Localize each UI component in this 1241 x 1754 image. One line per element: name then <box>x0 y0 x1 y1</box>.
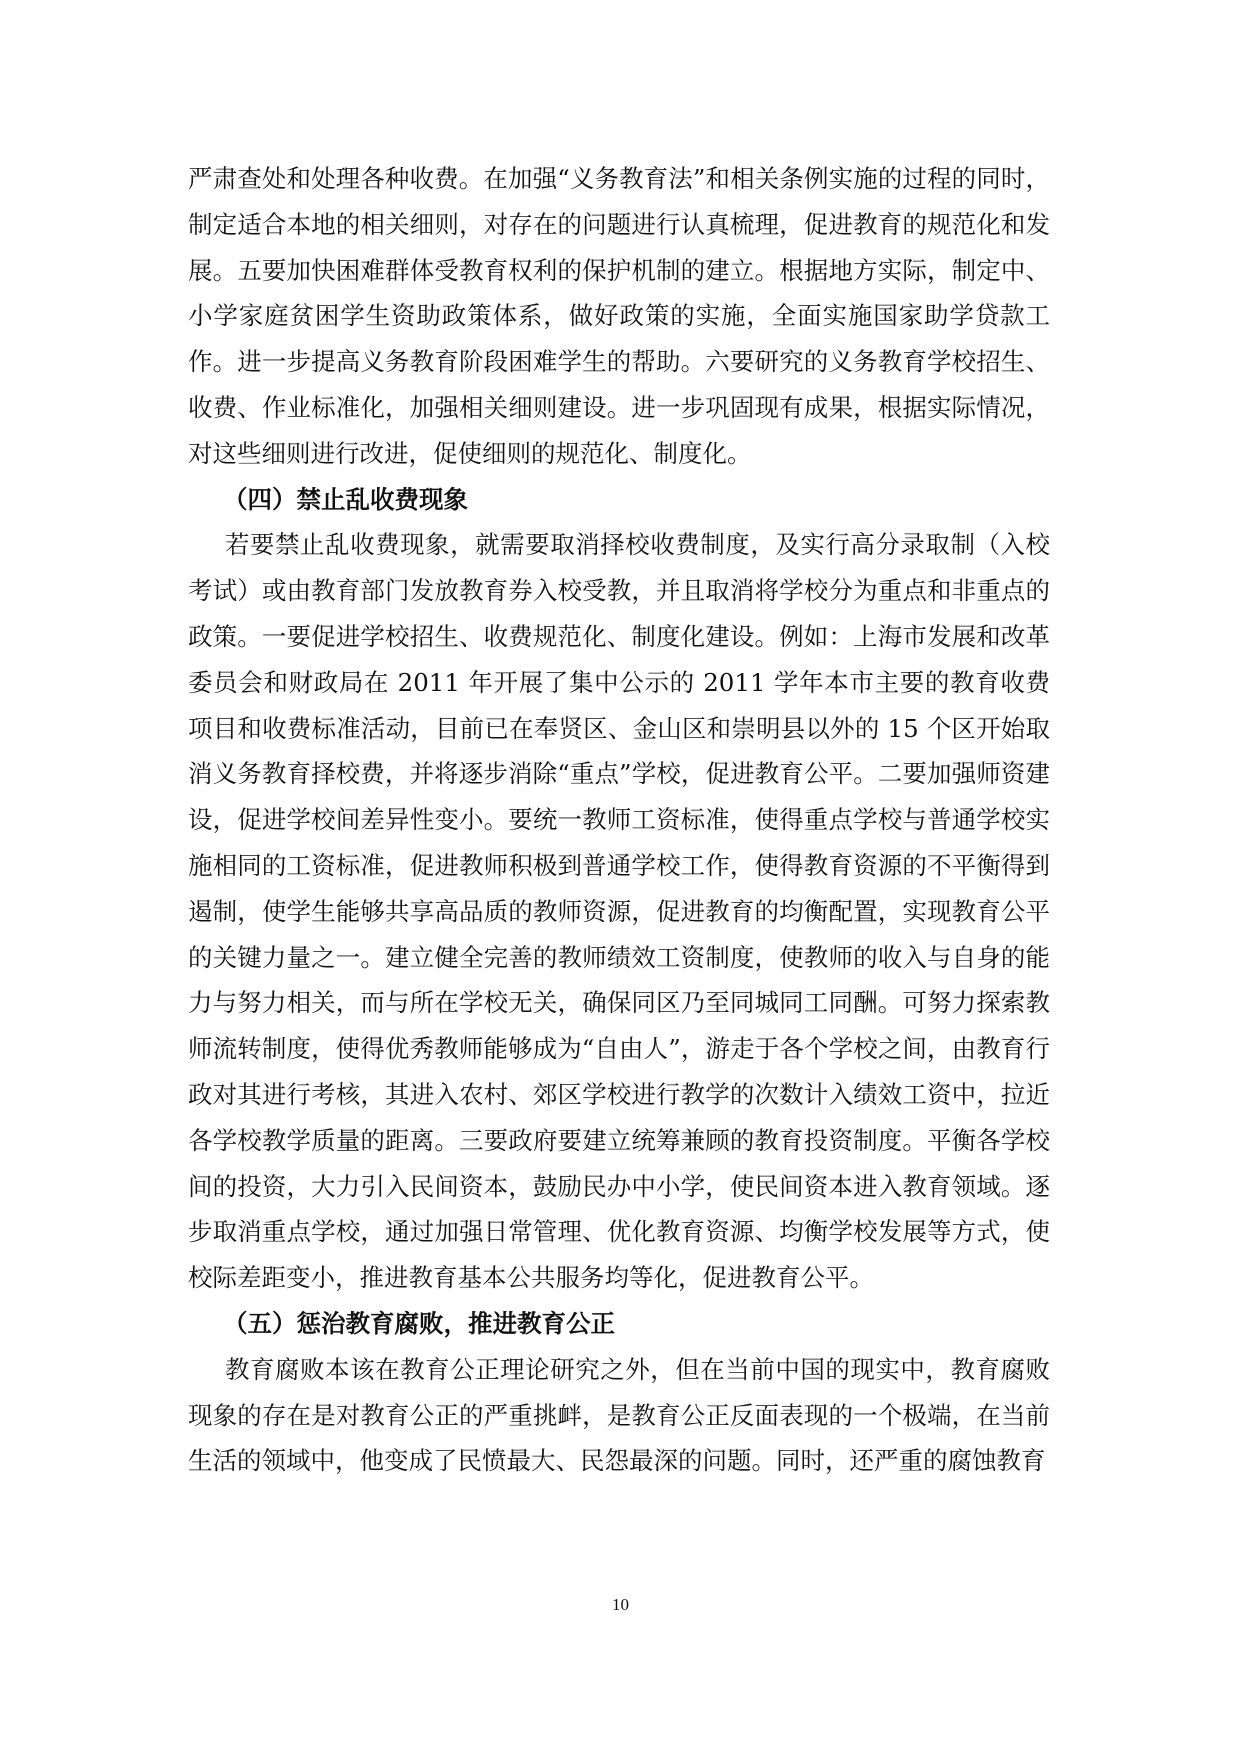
section-heading-5: （五）惩治教育腐败，推进教育公正 <box>223 1308 615 1338</box>
body-paragraph-continued: 严肃查处和处理各种收费。在加强“义务教育法”和相关条例实施的过程的同时，制定适合本地的相关细则，对存在的问题进行认真梳理，促进教育的规范化和发展。五要加快困难群体受教育权利的保护机制的建立。根据地方实际，制定中、小学家庭贫困学生资助政策体系，做好政策的实施，全面实施国家助学贷款工作。进一步提高义务教育阶段困难学生的帮助。六要研究的义务教育学校招生、收费、作业标准化，加强相关细则建设。进一步巩固现有成果，根据实际情况，对这些细则进行改进，促使细则的规范化、制度化。 <box>188 164 1050 468</box>
section-heading-4: （四）禁止乱收费现象 <box>223 484 468 514</box>
body-paragraph-corruption: 教育腐败本该在教育公正理论研究之外，但在当前中国的现实中，教育腐败现象的存在是对教育公正的严重挑衅，是教育公正反面表现的一个极端，在当前生活的领域中，他变成了民愤最大、民怨最深的问题。同时，还严重的腐蚀教育 <box>188 1354 1050 1476</box>
page-number: 10 <box>612 1595 629 1614</box>
body-paragraph-fee-ban: 若要禁止乱收费现象，就需要取消择校收费制度，及实行高分录取制（入校考试）或由教育部门发放教育券入校受教，并且取消将学校分为重点和非重点的政策。一要促进学校招生、收费规范化、制度化建设。例如：上海市发展和改革委员会和财政局在 2011 年开展了集中公示的 2011 学年本市主要的教育收费项目和收费标准活动，目前已在奉贤区、金山区和崇明县以外的 15 个区开始取消义务教育择校费，并将逐步消除“重点”学校，促进教育公平。二要加强师资建设，促进学校间差异性变小。要统一教师工资标准，使得重点学校与普通学校实施相同的工资标准，促进教师积极到普通学校工作，使得教育资源的不平衡得到遏制，使学生能够共享高品质的教师资源，促进教育的均衡配置，实现教育公平的关键力量之一。建立健全完善的教师绩效工资制度，使教师的收入与自身的能力与努力相关，而与所在学校无关，确保同区乃至同城同工同酬。可努力探索教师流转制度，使得优秀教师能够成为“自由人”，游走于各个学校之间，由教育行政对其进行考核，其进入农村、郊区学校进行教学的次数计入绩效工资中，拉近各学校教学质量的距离。三要政府要建立统筹兼顾的教育投资制度。平衡各学校间的投资，大力引入民间资本，鼓励民办中小学，使民间资本进入教育领域。逐步取消重点学校，通过加强日常管理、优化教育资源、均衡学校发展等方式，使校际差距变小，推进教育基本公共服务均等化，促进教育公平。 <box>188 530 1050 1293</box>
document-page <box>188 156 1050 1484</box>
